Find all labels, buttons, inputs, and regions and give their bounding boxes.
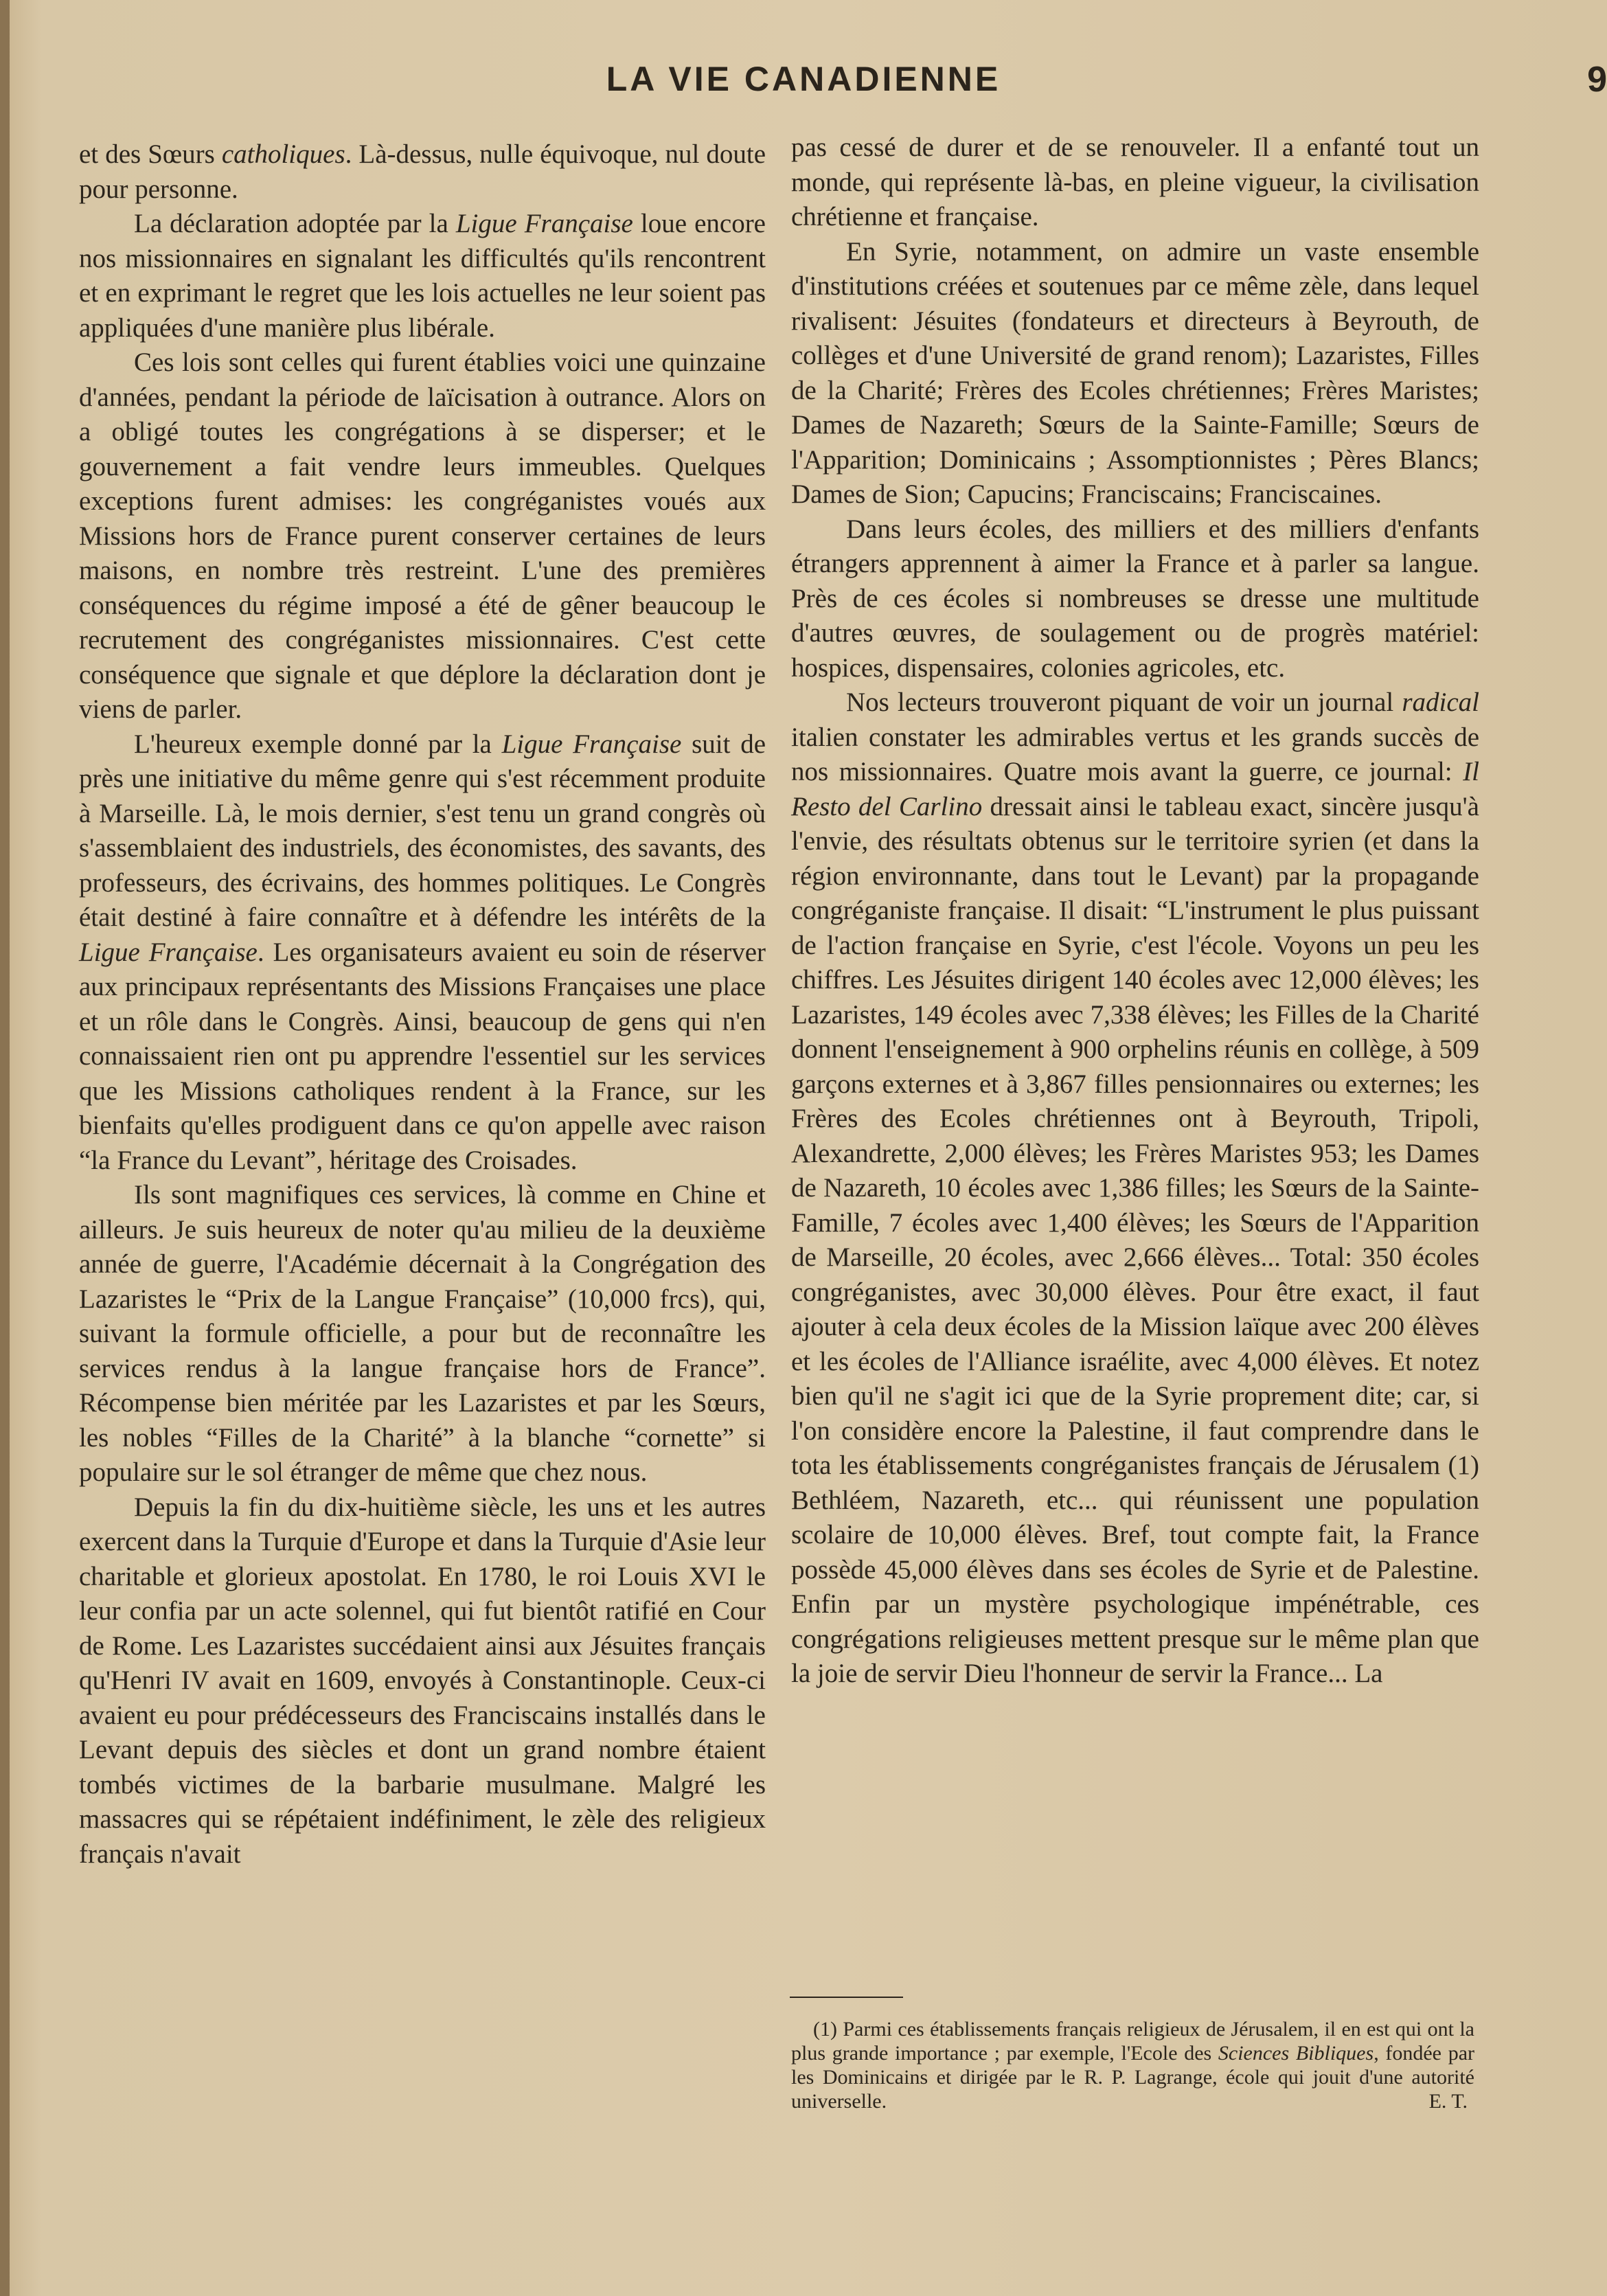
paragraph: Dans leurs écoles, des milliers et des milliers d'enfants étrangers apprennent à aimer la France et à parler sa langue. Près de ces écoles si nombreuses se dresse une multitude d'autres œuvres, de soulagement ou de progrès matériel: hospices, dispensaires, colonies agricoles, etc.	[791, 514, 1479, 683]
footnote-signature: E. T.	[1428, 2090, 1468, 2113]
footnote-text: (1) Parmi ces établissements français religieux de Jérusalem, il en est qui ont la plus grande importance ; par exemple, l'Ecole des Sciences Bibliques, fondée par les Dominicains et dirigée par le R. P. Lagrange, école qui jouit d'une autorité universelle.	[791, 2018, 1474, 2113]
paragraph: Nos lecteurs trouveront piquant de voir un journal radical italien constater les admirables vertus et les grands succès de nos missionnaires. Quatre mois avant la guerre, ce journal: Il Resto del Carlino dressait ainsi le tableau exact, sincère jusqu'à l'envie, des résultats obtenus sur le territoire syrien (et dans la région environnante, dans tout le Levant) par la propagande congréganiste française. Il disait: “L'instrument le plus puissant de l'action française en Syrie, c'est l'école. Voyons un peu les chiffres. Les Jésuites dirigent 140 écoles avec 12,000 élèves; les Lazaristes, 149 écoles avec 7,338 élèves; les Filles de la Charité donnent l'enseignement à 900 orphelins réunis en collège, à 509 garçons externes et à 3,867 filles pensionnaires ou externes; les Frères des Ecoles chrétiennes ont à Beyrouth, Tripoli, Alexandrette, 2,000 élèves; les Frères Maristes 953; les Dames de Nazareth, 10 écoles avec 1,386 filles; les Sœurs de la Sainte-Famille, 7 écoles avec 1,400 élèves; les Sœurs de l'Apparition de Marseille, 20 écoles, avec 2,666 élèves... Total: 350 écoles congréganistes, avec 30,000 élèves. Pour être exact, il faut ajouter à cela deux écoles de la Mission laïque avec 200 élèves et les écoles de l'Alliance israélite, avec 4,000 élèves. Et notez bien qu'il ne s'agit ici que de la Syrie proprement dite; car, si l'on considère encore la Palestine, il faut comprendre dans le tota les établissements congréganistes français de Jérusalem (1) Bethléem, Nazareth, etc... qui réunissent une population scolaire de 10,000 élèves. Bref, tout compte fait, la France possède 45,000 élèves dans ses écoles de Syrie et de Palestine. Enfin par un mystère psychologique impénétrable, ces congrégations religieuses mettent presque sur le même plan que la joie de servir Dieu l'honneur de servir la France... La	[791, 687, 1479, 1688]
paragraph: En Syrie, notamment, on admire un vaste ensemble d'institutions créées et soutenues par ce même zèle, dans lequel rivalisent: Jésuites (fondateurs et directeurs à Beyrouth, de collèges et d'une Université de grand renom); Lazaristes, Filles de la Charité; Frères des Ecoles chrétiennes; Frères Maristes; Dames de Nazareth; Sœurs de la Sainte-Famille; Sœurs de l'Apparition; Dominicains ; Assomptionnistes ; Pères Blancs; Dames de Sion; Capucins; Franciscains; Franciscaines.	[791, 236, 1479, 509]
page-number: 9	[1587, 60, 1607, 100]
paragraph: Depuis la fin du dix-huitième siècle, les uns et les autres exercent dans la Turquie d'Europe et dans la Turquie d'Asie leur charitable et glorieux apostolat. En 1780, le roi Louis XVI le leur confia par un acte solennel, qui fut bientôt ratifié en Cour de Rome. Les Lazaristes succédaient ainsi aux Jésuites français qu'Henri IV avait en 1609, envoyés à Constantinople. Ceux-ci avaient eu pour prédécesseurs des Franciscains installés dans le Levant depuis des siècles et dont un grand nombre étaient tombés victimes de la barbarie musulmane. Malgré les massacres qui se répétaient indéfiniment, le zèle des religieux français n'avait	[79, 1492, 766, 1869]
paragraph: pas cessé de durer et de se renouveler. Il a enfanté tout un monde, qui représente là-bas, en pleine vigueur, la civilisation chrétienne et française.	[791, 133, 1479, 231]
italic-text: radical	[1402, 687, 1479, 717]
italic-text: Il Resto del Carlino	[791, 757, 1479, 821]
binding-edge	[0, 0, 10, 2296]
right-column	[791, 130, 1479, 1692]
running-header-title: LA VIE CANADIENNE	[606, 60, 1001, 98]
paragraph: La déclaration adoptée par la Ligue Française loue encore nos missionnaires en signalant les difficultés qu'ils rencontrent et en exprimant le regret que les lois actuelles ne leur soient pas appliquées d'une manière plus libérale.	[79, 209, 766, 343]
italic-text: Ligue Française	[79, 937, 258, 967]
left-column	[79, 137, 766, 1872]
footnote	[791, 2017, 1474, 2113]
footnote-rule	[790, 1997, 903, 1998]
italic-text: Sciences Bibliques	[1218, 2042, 1374, 2065]
paragraph: Ils sont magnifiques ces services, là comme en Chine et ailleurs. Je suis heureux de noter qu'au milieu de la deuxième année de guerre, l'Académie décernait à la Congrégation des Lazaristes le “Prix de la Langue Française” (10,000 frcs), qui, suivant la formule officielle, a pour but de reconnaître les services rendus à la langue française hors de France”. Récompense bien méritée par les Lazaristes et par les Sœurs, les nobles “Filles de la Charité” à la blanche “cornette” si populaire sur le sol étranger de même que chez nous.	[79, 1180, 766, 1487]
italic-text: Ligue Française	[501, 729, 682, 759]
italic-text: Ligue Française	[455, 209, 633, 238]
paragraph: et des Sœurs catholiques. Là-dessus, nulle équivoque, nul doute pour personne.	[79, 139, 766, 204]
paragraph: L'heureux exemple donné par la Ligue Française suit de près une initiative du même genre qui s'est récemment produite à Marseille. Là, le mois dernier, s'est tenu un grand congrès où s'assemblaient des industriels, des économistes, des savants, des professeurs, des écrivains, des hommes politiques. Le Congrès était destiné à faire connaître et à défendre les intérêts de la Ligue Française. Les organisateurs avaient eu soin de réserver aux principaux représentants des Missions Françaises une place et un rôle dans le Congrès. Ainsi, beaucoup de gens qui n'en connaissaient rien ont pu apprendre l'essentiel sur les services que les Missions catholiques rendent à la France, sur les bienfaits qu'elles prodiguent dans ce qu'on appelle avec raison “la France du Levant”, héritage des Croisades.	[79, 729, 766, 1175]
italic-text: catholiques	[221, 139, 345, 169]
paragraph: Ces lois sont celles qui furent établies voici une quinzaine d'années, pendant la période de laïcisation à outrance. Alors on a obligé toutes les congrégations à se disperser; et le gouvernement a fait vendre leurs immeubles. Quelques exceptions furent admises: les congréganistes voués aux Missions hors de France purent conserver certaines de leurs maisons, en nombre très restreint. L'une des premières conséquences du régime imposé a été de gêner beaucoup le recrutement des congréganistes missionnaires. C'est cette conséquence que signale et que déplore la déclaration dont je viens de parler.	[79, 348, 766, 724]
